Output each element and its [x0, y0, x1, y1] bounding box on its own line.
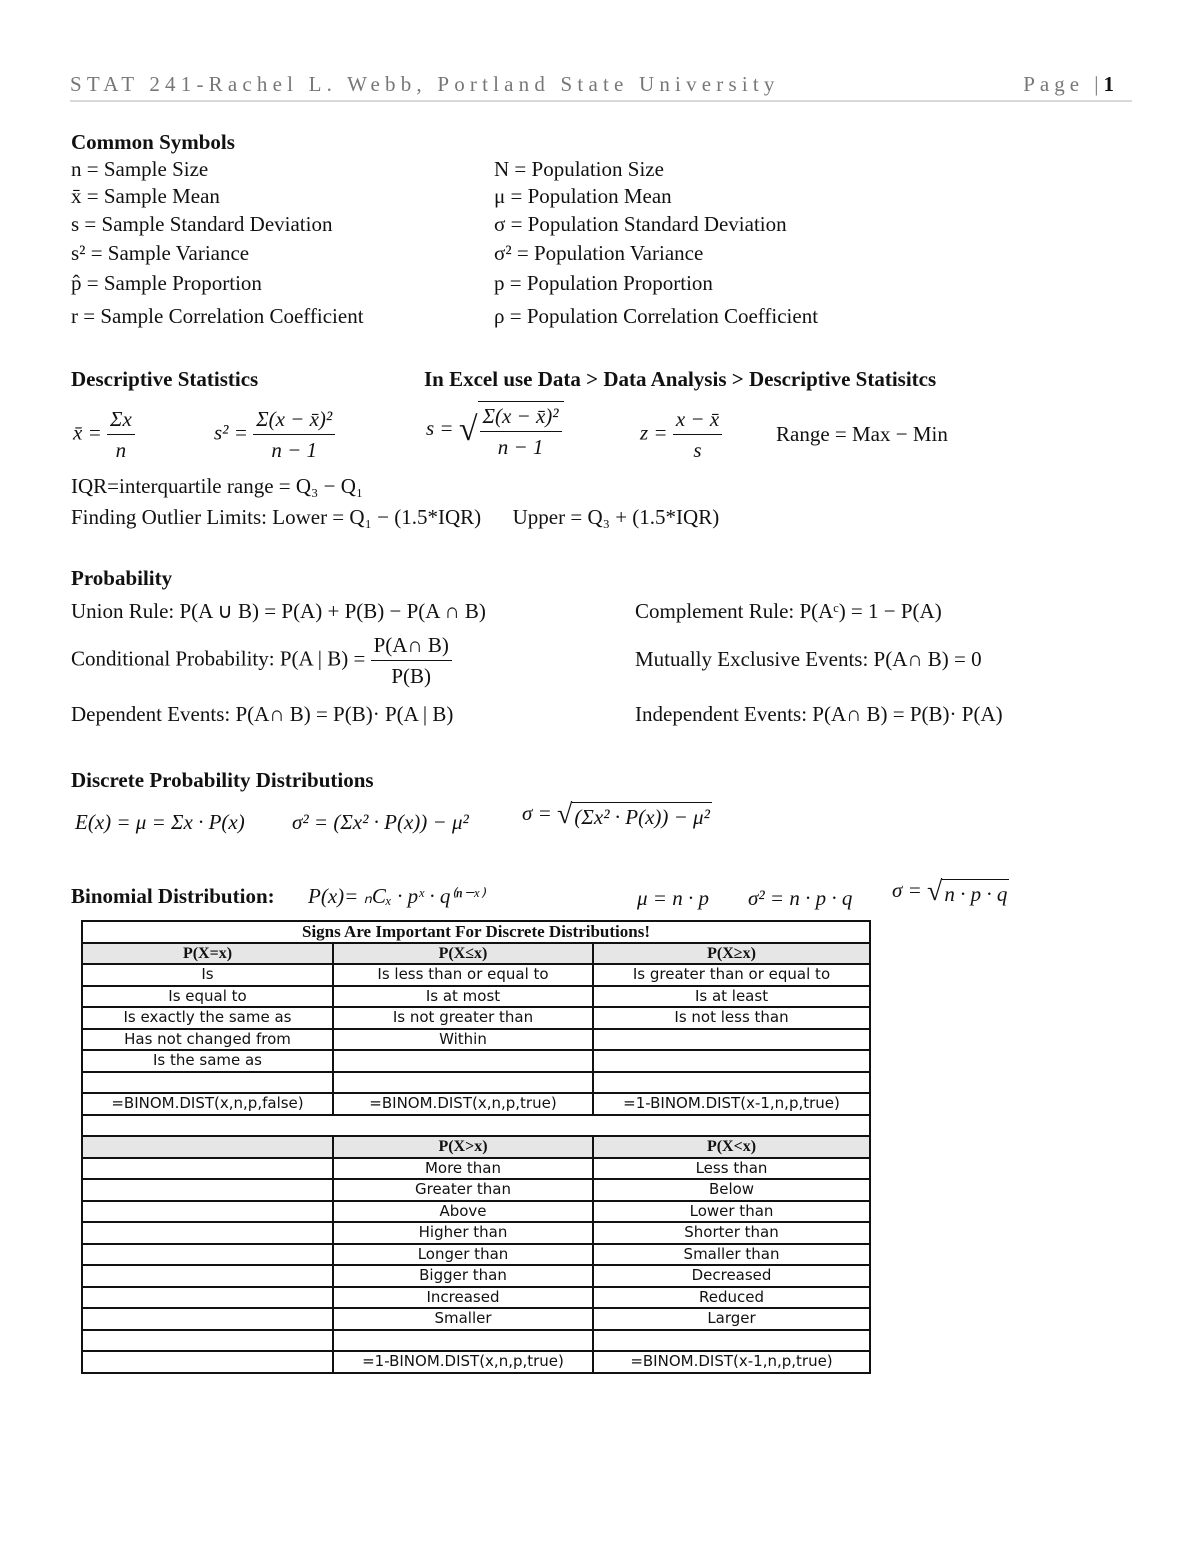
- table-row: [82, 1265, 870, 1287]
- table-cell: Smaller: [333, 1308, 593, 1330]
- symbol-right: σ² = Population Variance: [494, 241, 704, 265]
- mutually-exclusive: Mutually Exclusive Events: P(A∩ B) = 0: [635, 647, 982, 671]
- symbol-left: s² = Sample Variance: [71, 241, 250, 265]
- page-header: [70, 72, 1132, 102]
- conditional-probability: [71, 633, 452, 688]
- variance-lhs: s² =: [214, 420, 248, 445]
- table-cell: Below: [593, 1179, 870, 1201]
- complement-rule: Complement Rule: P(Aᶜ) = 1 − P(A): [635, 599, 942, 623]
- table-cell: Is the same as: [82, 1050, 333, 1072]
- table-row: [82, 964, 870, 986]
- table-cell: [82, 1072, 333, 1094]
- table-cell: Lower than: [593, 1201, 870, 1223]
- table-spacer-cell: [82, 1115, 870, 1137]
- table-cell: [333, 1072, 593, 1094]
- table-cell: [82, 1158, 333, 1180]
- table-header-cell: P(X≤x): [333, 943, 593, 965]
- z-lhs: z =: [640, 420, 668, 445]
- header-page-label: Page |: [1023, 72, 1104, 96]
- z-denominator: s: [693, 438, 702, 462]
- excel-formula-cell: =BINOM.DIST(x,n,p,false): [82, 1093, 333, 1115]
- dependent-events: Dependent Events: P(A∩ B) = P(B)· P(A | B): [71, 702, 454, 726]
- table-cell: Is: [82, 964, 333, 986]
- table-cell: Is at least: [593, 986, 870, 1008]
- excel-formula-cell: [82, 1351, 333, 1373]
- binomial-sd: [892, 878, 1009, 906]
- sqrt-symbol: √: [458, 411, 478, 448]
- mean-fraction: [107, 407, 135, 462]
- table-cell: Greater than: [333, 1179, 593, 1201]
- table-cell: [333, 1330, 593, 1352]
- table-cell: Less than: [593, 1158, 870, 1180]
- variance-denominator: n − 1: [271, 438, 318, 462]
- table-header-cell: P(X<x): [593, 1136, 870, 1158]
- binomial-sd-sqrt: [927, 878, 1009, 906]
- z-fraction: [673, 407, 722, 462]
- table-row: [82, 986, 870, 1008]
- table-spacer-row: [82, 1115, 870, 1137]
- table-row: [82, 1351, 870, 1373]
- table-cell: Is greater than or equal to: [593, 964, 870, 986]
- independent-events: Independent Events: P(A∩ B) = P(B)· P(A): [635, 702, 1003, 726]
- table-cell: Increased: [333, 1287, 593, 1309]
- sqrt-symbol: √: [557, 799, 573, 831]
- symbol-left: n = Sample Size: [71, 157, 209, 181]
- excel-formula-cell: =BINOM.DIST(x,n,p,true): [333, 1093, 593, 1115]
- discrete-sd-radicand: (Σx² · P(x)) − μ²: [572, 802, 711, 829]
- symbol-right: μ = Population Mean: [494, 184, 672, 208]
- variance-formula: [214, 407, 335, 462]
- z-formula: [640, 407, 722, 462]
- mean-denominator: n: [115, 438, 127, 462]
- z-numerator: x − x̄: [673, 407, 722, 435]
- table-header-cell: P(X=x): [82, 943, 333, 965]
- table-row: [82, 1244, 870, 1266]
- table-cell: [82, 1222, 333, 1244]
- expectation-formula: E(x) = μ = Σx · P(x): [75, 810, 245, 834]
- descriptive-heading: Descriptive Statistics: [71, 367, 259, 391]
- binomial-heading: Binomial Distribution:: [71, 884, 275, 908]
- table-header-row: [82, 1136, 870, 1158]
- header-page-indicator: [1023, 72, 1114, 97]
- probability-heading: Probability: [71, 566, 173, 590]
- range-formula: Range = Max − Min: [776, 422, 948, 446]
- sd-radicand: [478, 401, 564, 459]
- table-cell: [82, 1179, 333, 1201]
- mean-lhs: x̄ =: [73, 420, 102, 445]
- excel-note: In Excel use Data > Data Analysis > Descriptive Statisitcs: [424, 367, 937, 391]
- sd-formula: [426, 401, 564, 459]
- discrete-sd-sqrt: [557, 801, 712, 829]
- table-row: [82, 1029, 870, 1051]
- excel-formula-cell: =1-BINOM.DIST(x-1,n,p,true): [593, 1093, 870, 1115]
- symbol-left: p̂ = Sample Proportion: [71, 271, 262, 295]
- excel-formula-cell: =BINOM.DIST(x-1,n,p,true): [593, 1351, 870, 1373]
- excel-formula-cell: =1-BINOM.DIST(x,n,p,true): [333, 1351, 593, 1373]
- table-cell: [82, 1330, 333, 1352]
- binomial-sd-lhs: σ =: [892, 878, 922, 902]
- discrete-sd-formula: [522, 801, 712, 829]
- iqr-formula: IQR=interquartile range = Q₃ − Q₁: [71, 474, 364, 498]
- binomial-sd-radicand: n · p · q: [942, 879, 1009, 906]
- table-row: [82, 1072, 870, 1094]
- table-cell: Reduced: [593, 1287, 870, 1309]
- table-row: [82, 1308, 870, 1330]
- discrete-sd-lhs: σ =: [522, 801, 552, 825]
- table-cell: Is exactly the same as: [82, 1007, 333, 1029]
- binomial-variance: σ² = n · p · q: [748, 886, 853, 910]
- sd-numerator: Σ(x − x̄)²: [480, 404, 562, 432]
- conditional-denominator: P(B): [391, 664, 432, 688]
- symbol-left: x̄ = Sample Mean: [71, 184, 220, 208]
- discrete-variance-formula: σ² = (Σx² · P(x)) − μ²: [292, 810, 469, 834]
- table-cell: [82, 1287, 333, 1309]
- table-title: Signs Are Important For Discrete Distributions!: [82, 921, 870, 943]
- binomial-formula: P(x)= ₙCₓ · pˣ · q⁽ⁿ⁻ˣ⁾: [308, 884, 485, 908]
- table-cell: [333, 1050, 593, 1072]
- signs-table: [81, 920, 871, 1374]
- table-cell: Higher than: [333, 1222, 593, 1244]
- conditional-numerator: P(A∩ B): [371, 633, 452, 661]
- sd-fraction: [480, 404, 562, 459]
- table-cell: [593, 1029, 870, 1051]
- table-row: [82, 1287, 870, 1309]
- table-cell: Smaller than: [593, 1244, 870, 1266]
- table-cell: Decreased: [593, 1265, 870, 1287]
- symbol-left: r = Sample Correlation Coefficient: [71, 304, 364, 328]
- table-row: [82, 1158, 870, 1180]
- table-cell: [82, 1265, 333, 1287]
- mean-formula: [73, 407, 135, 462]
- table-cell: Is not greater than: [333, 1007, 593, 1029]
- table-cell: Shorter than: [593, 1222, 870, 1244]
- symbol-right: N = Population Size: [494, 157, 664, 181]
- table-cell: [593, 1330, 870, 1352]
- table-cell: Has not changed from: [82, 1029, 333, 1051]
- table-title-row: [82, 921, 870, 943]
- table-header-cell: P(X>x): [333, 1136, 593, 1158]
- sd-lhs: s =: [426, 415, 454, 440]
- header-page-number: 1: [1103, 72, 1114, 96]
- table-row: [82, 1330, 870, 1352]
- conditional-lhs: Conditional Probability: P(A | B) =: [71, 646, 366, 671]
- common-symbols-heading: Common Symbols: [71, 130, 235, 154]
- symbol-right: σ = Population Standard Deviation: [494, 212, 787, 236]
- outlier-limits: Finding Outlier Limits: Lower = Q₁ − (1.5*IQR) Upper = Q₃ + (1.5*IQR): [71, 505, 720, 529]
- table-cell: [593, 1050, 870, 1072]
- table-cell: Above: [333, 1201, 593, 1223]
- sd-sqrt: [459, 401, 564, 459]
- header-course-title: STAT 241-Rachel L. Webb, Portland State University: [70, 72, 780, 96]
- union-rule: Union Rule: P(A ∪ B) = P(A) + P(B) − P(A ∩ B): [71, 599, 486, 623]
- sqrt-symbol: √: [927, 876, 943, 908]
- table-cell: Is less than or equal to: [333, 964, 593, 986]
- table-cell: [82, 1201, 333, 1223]
- table-row: [82, 1222, 870, 1244]
- table-cell: Longer than: [333, 1244, 593, 1266]
- symbol-left: s = Sample Standard Deviation: [71, 212, 333, 236]
- table-row: [82, 1179, 870, 1201]
- table-cell: [593, 1072, 870, 1094]
- binomial-mean: μ = n · p: [637, 886, 709, 910]
- discrete-heading: Discrete Probability Distributions: [71, 768, 374, 792]
- conditional-fraction: [371, 633, 452, 688]
- table-header-cell: P(X≥x): [593, 943, 870, 965]
- symbol-right: ρ = Population Correlation Coefficient: [494, 304, 819, 328]
- table-row: [82, 1050, 870, 1072]
- table-cell: Bigger than: [333, 1265, 593, 1287]
- table-row: [82, 1007, 870, 1029]
- table-cell: Within: [333, 1029, 593, 1051]
- table-cell: Is equal to: [82, 986, 333, 1008]
- table-cell: More than: [333, 1158, 593, 1180]
- table-cell: [82, 1244, 333, 1266]
- table-cell: Is at most: [333, 986, 593, 1008]
- table-header-cell: [82, 1136, 333, 1158]
- symbol-right: p = Population Proportion: [494, 271, 713, 295]
- table-cell: Is not less than: [593, 1007, 870, 1029]
- variance-fraction: [253, 407, 335, 462]
- table-row: [82, 1093, 870, 1115]
- variance-numerator: Σ(x − x̄)²: [253, 407, 335, 435]
- sd-denominator: n − 1: [497, 435, 544, 459]
- table-row: [82, 1201, 870, 1223]
- mean-numerator: Σx: [107, 407, 135, 435]
- table-cell: Larger: [593, 1308, 870, 1330]
- table-header-row: [82, 943, 870, 965]
- table-cell: [82, 1308, 333, 1330]
